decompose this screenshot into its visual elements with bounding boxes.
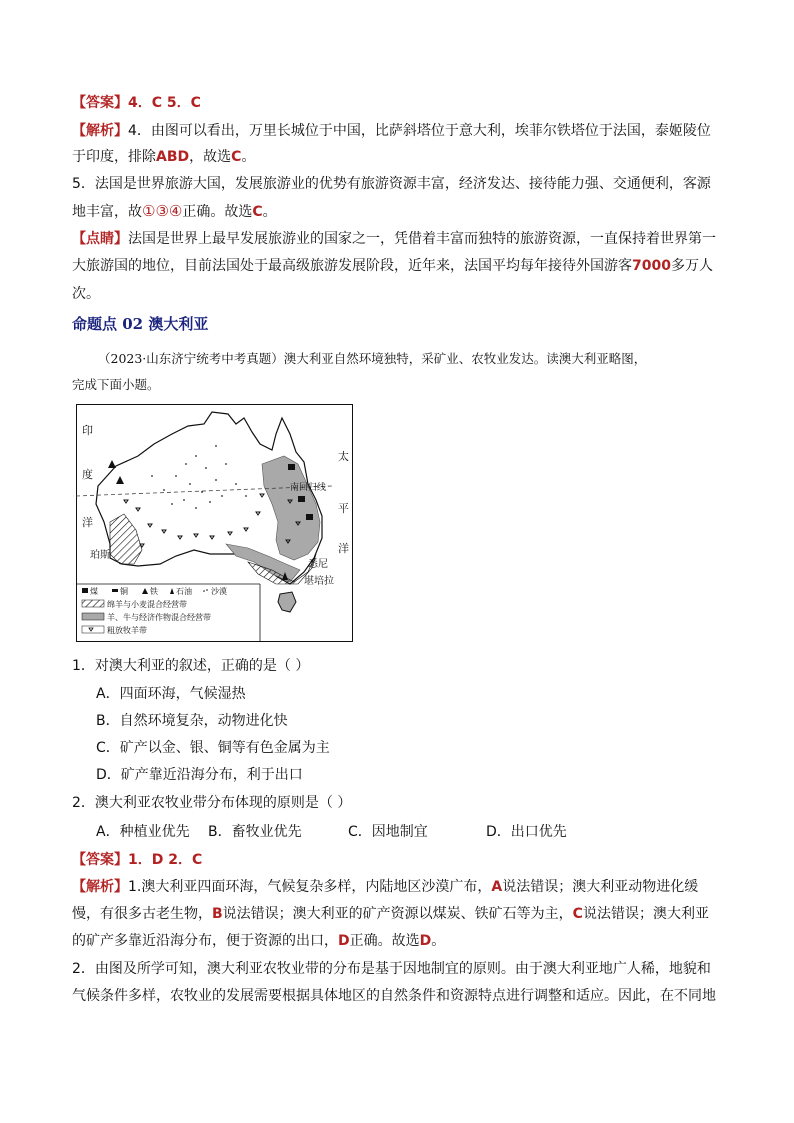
- q2-option-d[interactable]: D．出口优先: [486, 824, 567, 840]
- text-run: 正确。故选: [349, 933, 420, 949]
- q1-stem: 1．对澳大利亚的叙述，正确的是（ ）: [72, 658, 310, 674]
- text-run: 多万人: [670, 258, 713, 274]
- text-run: 。: [241, 149, 256, 165]
- analysis-tag: 【解析】: [72, 879, 128, 895]
- tip-line-2: [72, 256, 722, 276]
- legend-oil: 石油: [176, 587, 192, 596]
- intro-line-2: 完成下面小题。: [72, 377, 160, 392]
- answer-text: 1．D 2．C: [128, 852, 203, 868]
- q5-line-1: [72, 174, 722, 194]
- highlight-run: C: [252, 204, 263, 220]
- text-run: 说法错误；澳大利亚的矿产资源以煤炭、铁矿石等为主，: [222, 906, 573, 922]
- text-run: 说法错误；澳大利亚: [582, 906, 709, 922]
- text-run: 。: [431, 933, 446, 949]
- text-run: 于印度，排除: [72, 149, 156, 165]
- q1-option-d[interactable]: D．矿产靠近沿海分布，利于出口: [96, 767, 303, 783]
- text-run: 说法错误；澳大利亚动物进化缓: [502, 879, 699, 895]
- highlight-run: A: [491, 879, 503, 895]
- analysis-line-2: [72, 147, 722, 167]
- label-perth: 珀斯: [90, 550, 110, 561]
- label-canberra: 堪培拉: [304, 576, 334, 587]
- legend-iron: 铁: [150, 587, 158, 596]
- answer-tag: 【答案】: [72, 852, 128, 868]
- q2-option-b[interactable]: B．畜牧业优先: [208, 824, 302, 840]
- label-sydney: 悉尼: [308, 559, 328, 570]
- answer-line-4-5: [72, 93, 722, 113]
- label-yang-right: 洋: [338, 542, 349, 555]
- label-ping: 平: [338, 502, 349, 515]
- text-run: 正确。故选: [182, 204, 253, 220]
- text-run: 地丰富，故: [72, 204, 142, 220]
- highlight-run: D: [338, 933, 350, 949]
- analysis-tag: 【解析】: [72, 123, 128, 139]
- text-run: 慢，有很多古老生物，: [72, 906, 212, 922]
- label-du: 度: [82, 468, 93, 481]
- highlight-run: C: [572, 906, 583, 922]
- legend-coal: 煤: [90, 587, 98, 596]
- analysis-2-line-2: [72, 904, 722, 924]
- australia-map: [76, 404, 353, 642]
- label-tropic: 南回归线: [290, 483, 327, 493]
- highlight-run: ABD: [156, 149, 190, 165]
- highlight-run: B: [212, 906, 223, 922]
- highlight-run: C: [231, 149, 242, 165]
- text-run: ，故选: [189, 149, 232, 165]
- q5-line-2: [72, 201, 722, 222]
- highlight-run: 7000: [632, 258, 671, 274]
- tip-tag: 【点睛】: [72, 231, 128, 247]
- analysis-line-1: [72, 121, 722, 141]
- text-run: 1.澳大利亚四面环海，气候复杂多样，内陆地区沙漠广布，: [128, 879, 492, 895]
- q2-option-c[interactable]: C．因地制宜: [348, 824, 428, 840]
- analysis-2-line-5: 气候条件多样，农牧业的发展需要根据具体地区的自然条件和资源特点进行调整和适应。因此，在不同地: [72, 988, 716, 1004]
- label-tai: 太: [338, 450, 349, 463]
- text-run: 大旅游国的地位，目前法国处于最高级旅游发展阶段，近年来，法国平均每年接待外国游客: [72, 258, 632, 274]
- q1-option-b[interactable]: B．自然环境复杂，动物进化快: [96, 713, 288, 729]
- text-run: 的矿产多靠近沿海分布，便于资源的出口，: [72, 933, 338, 949]
- tip-line-1: [72, 229, 722, 249]
- legend-desert: 沙漠: [211, 587, 227, 596]
- q2-option-a[interactable]: A．种植业优先: [96, 824, 190, 840]
- circled-numbers: ①③④: [142, 202, 183, 220]
- tip-line-3: [72, 284, 722, 304]
- analysis-2-line-1: [72, 877, 722, 897]
- legend-mixed: 羊、牛与经济作物混合经营带: [107, 613, 211, 622]
- highlight-run: D: [419, 933, 432, 949]
- text-run: 。: [262, 204, 277, 220]
- label-yang-left: 洋: [82, 516, 93, 529]
- answer-text: 4．C 5．C: [128, 95, 201, 111]
- q1-option-c[interactable]: C．矿产以金、银、铜等有色金属为主: [96, 740, 330, 756]
- section-heading: 命题点 02 澳大利亚: [72, 315, 209, 333]
- answer-tag: 【答案】: [72, 95, 128, 111]
- intro-line-1: （2023·山东济宁统考中考真题）澳大利亚自然环境独特，采矿业、农牧业发达。读澳大利亚略图，: [98, 351, 647, 366]
- analysis-2-line-3: [72, 931, 722, 951]
- coal-symbol: [298, 496, 305, 502]
- coal-symbol: [288, 464, 295, 470]
- analysis-text: 4．由图可以看出，万里长城位于中国，比萨斜塔位于意大利，埃菲尔铁塔位于法国，泰姬陵位: [128, 123, 711, 139]
- answer-line-1-2: [72, 850, 722, 870]
- q1-option-a[interactable]: A．四面环海，气候湿热: [96, 686, 246, 702]
- text-run: 法国是世界上最早发展旅游业的国家之一，凭借着丰富而独特的旅游资源，一直保持着世界第一: [128, 231, 716, 247]
- legend-sheep-wheat: 绵羊与小麦混合经营带: [107, 600, 187, 609]
- coal-symbol: [306, 514, 313, 520]
- analysis-2-line-4: 2．由图及所学可知，澳大利亚农牧业带的分布是基于因地制宜的原则。由于澳大利亚地广人稀，地貌和: [72, 961, 711, 977]
- text-run: 次。: [72, 286, 100, 302]
- text-run: 5．法国是世界旅游大国，发展旅游业的优势有旅游资源丰富，经济发达、接待能力强、交通便利，客源: [72, 176, 711, 192]
- legend-copper: 铜: [120, 587, 128, 596]
- legend-grazing: 粗放牧羊带: [107, 626, 147, 635]
- label-yin: 印: [82, 424, 93, 437]
- q2-stem: 2．澳大利亚农牧业带分布体现的原则是（ ）: [72, 795, 352, 811]
